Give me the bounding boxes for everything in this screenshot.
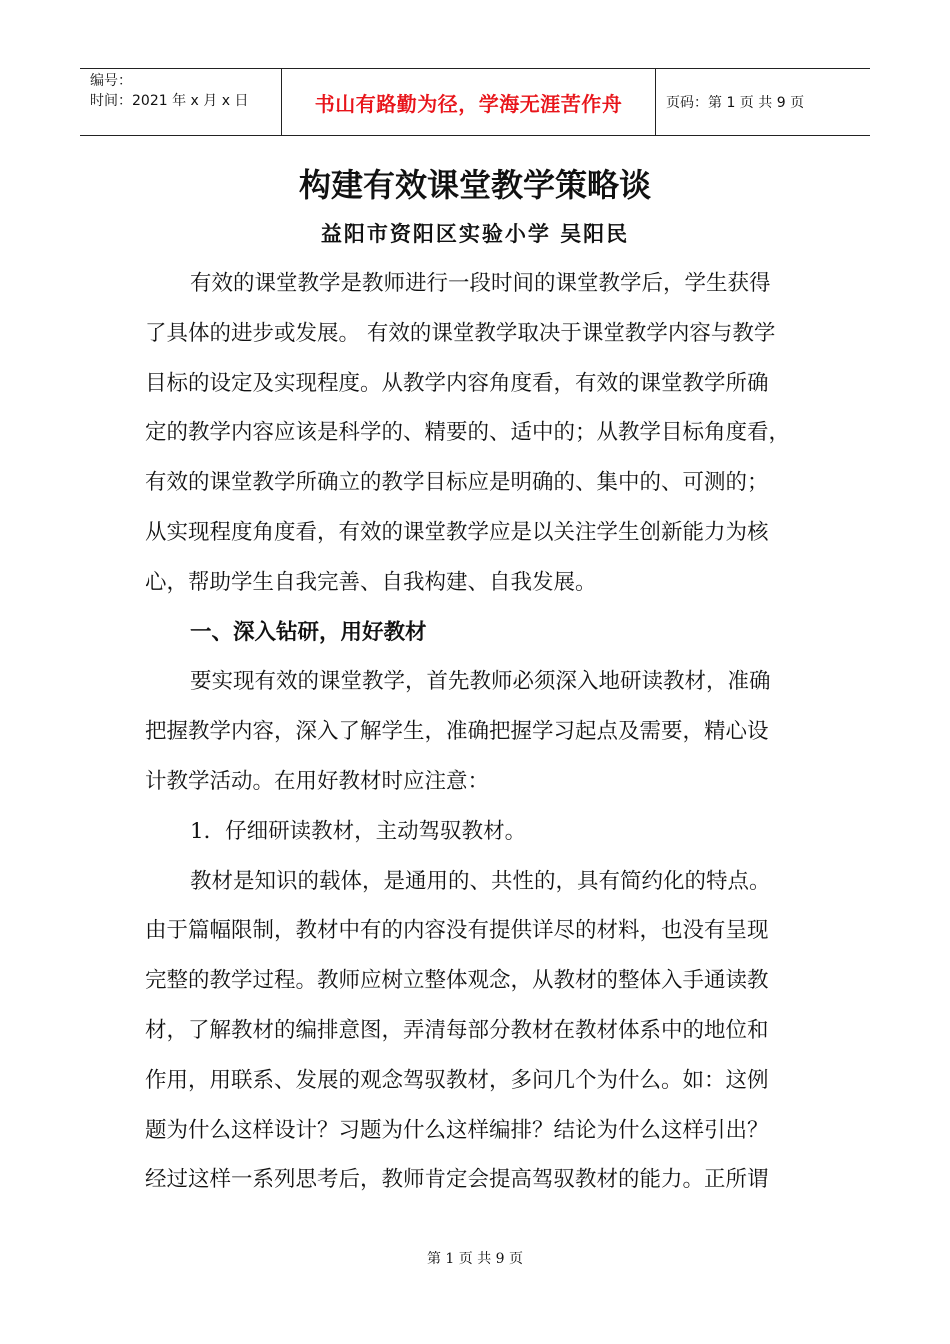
text-line: 教材是知识的载体，是通用的、共性的，具有简约化的特点。 [190,868,771,894]
text-line: 有效的课堂教学是教师进行一段时间的课堂教学后，学生获得 [190,271,771,296]
text-line: 经过这样一系列思考后，教师肯定会提高驾驭教材的能力。正所谓 [145,1167,769,1193]
text-line: 题为什么这样设计？习题为什么这样编排？结论为什么这样引出？ [145,1117,769,1143]
text-line: 材，了解教材的编排意图，弄清每部分教材在教材体系中的地位和 [145,1017,769,1043]
text-line: 有效的课堂教学所确立的教学目标应是明确的、集中的、可测的； [145,470,769,496]
text-line: 心，帮助学生自我完善、自我构建、自我发展。 [145,569,597,595]
text-line: 由于篇幅限制，教材中有的内容没有提供详尽的材料，也没有呈现 [145,918,769,944]
date-label: 时间：2021 年 x 月 x 日 [90,93,249,109]
number-label: 编号： [90,73,132,89]
page-header [80,68,870,136]
section-heading: 一、深入钻研，用好教材 [190,619,427,645]
text-line: 要实现有效的课堂教学，首先教师必须深入地研读教材，准确 [190,669,771,695]
subsection-heading: 1．仔细研读教材，主动驾驭教材。 [190,818,527,844]
header-page-cell [656,69,870,135]
page-info: 页码：第 1 页 共 9 页 [666,95,805,111]
header-meta-cell [80,69,282,135]
text-line: 目标的设定及实现程度。从教学内容角度看，有效的课堂教学所确 [145,370,769,396]
author-line: 益阳市资阳区实验小学 吴阳民 [320,222,630,246]
text-line: 从实现程度角度看，有效的课堂教学应是以关注学生创新能力为核 [145,519,769,545]
page-footer: 第 1 页 共 9 页 [426,1251,524,1267]
text-line: 把握教学内容，深入了解学生，准确把握学习起点及需要，精心设 [145,719,769,745]
text-line: 完整的教学过程。教师应树立整体观念，从教材的整体入手通读教 [145,968,769,994]
text-line: 作用，用联系、发展的观念驾驭教材，多问几个为什么。如：这例 [145,1067,769,1093]
document-title: 构建有效课堂教学策略谈 [298,166,651,204]
motto-text: 书山有路勤为径，学海无涯苦作舟 [314,91,623,116]
text-line: 计教学活动。在用好教材时应注意： [145,768,490,794]
body-text [145,259,825,1205]
header-motto-cell [282,69,656,135]
text-line: 了具体的进步或发展。 有效的课堂教学取决于课堂教学内容与教学 [145,320,776,346]
text-line: 定的教学内容应该是科学的、精要的、适中的；从教学目标角度看， [145,420,791,446]
